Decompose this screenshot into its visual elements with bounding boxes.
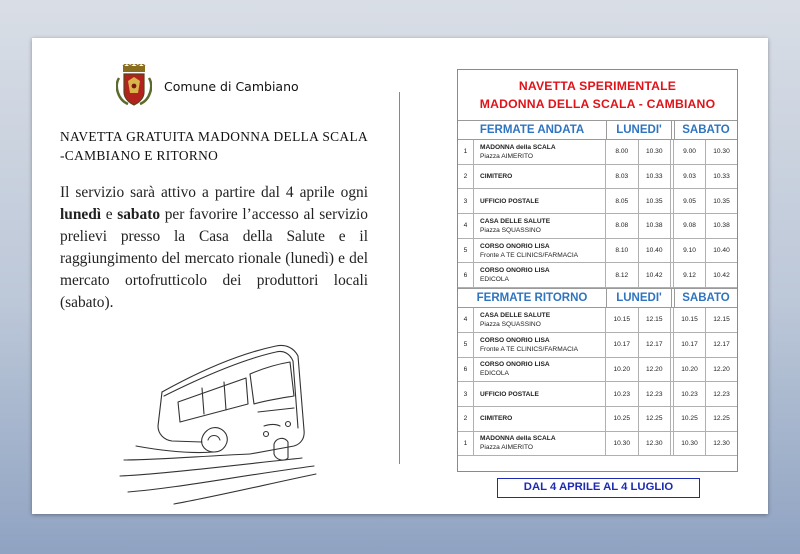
monday-time-1: 10.30	[605, 432, 638, 456]
coat-of-arms-icon	[116, 64, 152, 108]
timetable-row	[458, 308, 737, 333]
monday-time-1: 10.15	[605, 308, 638, 332]
saturday-time-1: 10.17	[673, 333, 705, 357]
stop-name: MADONNA della SCALA	[480, 143, 556, 151]
return-saturday-label: SABATO	[674, 289, 737, 307]
saturday-time-2: 10.38	[705, 214, 737, 238]
stop-number: 5	[458, 239, 474, 263]
monday-time-1: 8.03	[605, 165, 638, 189]
saturday-time-2: 12.23	[705, 382, 737, 406]
saturday-time-2: 12.20	[705, 358, 737, 382]
timetable-row	[458, 189, 737, 214]
return-header	[458, 288, 737, 308]
monday-time-2: 10.38	[638, 214, 671, 238]
municipality-header	[116, 64, 299, 108]
outbound-monday-label: LUNEDI'	[606, 121, 671, 139]
monday-time-1: 10.20	[605, 358, 638, 382]
stop-cell	[474, 140, 605, 164]
timetable-title-line1: NAVETTA SPERIMENTALE	[518, 79, 677, 93]
stop-cell	[474, 382, 605, 406]
saturday-time-1: 10.25	[673, 407, 705, 431]
stop-subtitle: Piazza SQUASSINO	[480, 226, 541, 234]
saturday-time-2: 12.15	[705, 308, 737, 332]
stop-number: 3	[458, 382, 474, 406]
monday-time-2: 12.23	[638, 382, 671, 406]
stop-name: CORSO ONORIO LISA	[480, 242, 550, 250]
stop-cell	[474, 358, 605, 382]
monday-time-2: 10.40	[638, 239, 671, 263]
timetable-row	[458, 140, 737, 165]
saturday-time-1: 10.20	[673, 358, 705, 382]
stop-number: 1	[458, 140, 474, 164]
stop-subtitle: Piazza SQUASSINO	[480, 320, 541, 328]
stop-name: CASA DELLE SALUTE	[480, 217, 551, 225]
stop-cell	[474, 407, 605, 431]
stop-number: 1	[458, 432, 474, 456]
stop-name: CIMITERO	[480, 173, 513, 181]
stop-cell	[474, 308, 605, 332]
monday-time-2: 12.25	[638, 407, 671, 431]
stop-subtitle: Fronte A TE CLINICS/FARMACIA	[480, 251, 579, 259]
timetable-row	[458, 214, 737, 239]
stop-number: 2	[458, 407, 474, 431]
stop-name: CORSO ONORIO LISA	[480, 267, 550, 275]
timetable-row	[458, 239, 737, 264]
stop-cell	[474, 165, 605, 189]
saturday-time-2: 12.30	[705, 432, 737, 456]
stop-cell	[474, 432, 605, 456]
flyer-left-panel	[32, 38, 402, 514]
timetable	[457, 69, 738, 472]
monday-time-1: 10.25	[605, 407, 638, 431]
description-text: e	[101, 205, 118, 223]
return-rows	[458, 308, 737, 456]
validity-period-badge: DAL 4 APRILE AL 4 LUGLIO	[497, 478, 700, 498]
monday-time-2: 12.15	[638, 308, 671, 332]
saturday-time-1: 9.12	[673, 263, 705, 287]
saturday-time-1: 10.15	[673, 308, 705, 332]
saturday-time-1: 9.00	[673, 140, 705, 164]
saturday-time-2: 10.42	[705, 263, 737, 287]
stop-cell	[474, 239, 605, 263]
monday-time-1: 8.10	[605, 239, 638, 263]
stop-number: 5	[458, 333, 474, 357]
outbound-rows	[458, 140, 737, 288]
timetable-title-line2: MADONNA DELLA SCALA - CAMBIANO	[479, 97, 716, 111]
monday-time-2: 10.30	[638, 140, 671, 164]
timetable-row	[458, 333, 737, 358]
stop-cell	[474, 263, 605, 287]
stop-number: 3	[458, 189, 474, 213]
timetable-row	[458, 382, 737, 407]
saturday-time-2: 10.40	[705, 239, 737, 263]
monday-time-1: 8.08	[605, 214, 638, 238]
monday-time-2: 12.20	[638, 358, 671, 382]
stop-subtitle: Fronte A TE CLINICS/FARMACIA	[480, 345, 579, 353]
monday-time-1: 8.00	[605, 140, 638, 164]
saturday-time-2: 12.17	[705, 333, 737, 357]
saturday-time-1: 10.30	[673, 432, 705, 456]
stop-subtitle: Piazza AIMERITO	[480, 152, 534, 160]
service-headline: NAVETTA GRATUITA MADONNA DELLA SCALA -CAMBIANO E RITORNO	[60, 129, 368, 163]
timetable-row	[458, 407, 737, 432]
stop-name: UFFICIO POSTALE	[480, 390, 539, 398]
monday-time-2: 12.30	[638, 432, 671, 456]
outbound-header	[458, 120, 737, 140]
municipality-name: Comune di Cambiano	[164, 78, 299, 94]
stop-number: 4	[458, 308, 474, 332]
monday-time-1: 10.23	[605, 382, 638, 406]
service-description	[60, 182, 368, 313]
description-saturday: sabato	[117, 205, 161, 223]
stop-cell	[474, 214, 605, 238]
stop-name: UFFICIO POSTALE	[480, 197, 539, 205]
panel-divider	[399, 92, 400, 464]
saturday-time-2: 12.25	[705, 407, 737, 431]
stop-cell	[474, 333, 605, 357]
description-text: per favorire l’accesso al servizio prelievi presso la Casa della Salute e il raggiungimento del mercato rionale (lunedì) e del mercato ortofrutticolo dei produttori locali (sabato).	[60, 205, 368, 311]
monday-time-1: 8.12	[605, 263, 638, 287]
stop-number: 6	[458, 358, 474, 382]
stop-name: CASA DELLE SALUTE	[480, 311, 551, 319]
outbound-saturday-label: SABATO	[674, 121, 737, 139]
saturday-time-1: 10.23	[673, 382, 705, 406]
timetable-row	[458, 165, 737, 190]
stop-subtitle: EDICOLA	[480, 370, 509, 378]
monday-time-1: 10.17	[605, 333, 638, 357]
stop-cell	[474, 189, 605, 213]
saturday-time-1: 9.10	[673, 239, 705, 263]
saturday-time-2: 10.33	[705, 165, 737, 189]
bus-illustration-icon	[118, 334, 318, 510]
monday-time-2: 10.35	[638, 189, 671, 213]
outbound-label: FERMATE ANDATA	[479, 124, 585, 136]
stop-name: MADONNA della SCALA	[480, 435, 556, 443]
stop-number: 6	[458, 263, 474, 287]
stop-name: CORSO ONORIO LISA	[480, 361, 550, 369]
stop-number: 4	[458, 214, 474, 238]
timetable-row	[458, 358, 737, 383]
saturday-time-1: 9.03	[673, 165, 705, 189]
stop-number: 2	[458, 165, 474, 189]
saturday-time-2: 10.30	[705, 140, 737, 164]
stop-subtitle: Piazza AIMERITO	[480, 444, 534, 452]
description-text: Il servizio sarà attivo a partire dal 4 aprile ogni	[60, 184, 368, 201]
timetable-title	[458, 70, 737, 120]
timetable-row	[458, 263, 737, 288]
timetable-row	[458, 432, 737, 457]
monday-time-1: 8.05	[605, 189, 638, 213]
description-monday: lunedì	[60, 205, 102, 223]
saturday-time-1: 9.05	[673, 189, 705, 213]
saturday-time-2: 10.35	[705, 189, 737, 213]
saturday-time-1: 9.08	[673, 214, 705, 238]
monday-time-2: 10.33	[638, 165, 671, 189]
monday-time-2: 10.42	[638, 263, 671, 287]
stop-name: CORSO ONORIO LISA	[480, 336, 550, 344]
monday-time-2: 12.17	[638, 333, 671, 357]
stop-name: CIMITERO	[480, 415, 513, 423]
flyer-card	[32, 38, 768, 514]
return-monday-label: LUNEDI'	[606, 289, 671, 307]
stop-subtitle: EDICOLA	[480, 276, 509, 284]
return-label: FERMATE RITORNO	[476, 292, 588, 305]
